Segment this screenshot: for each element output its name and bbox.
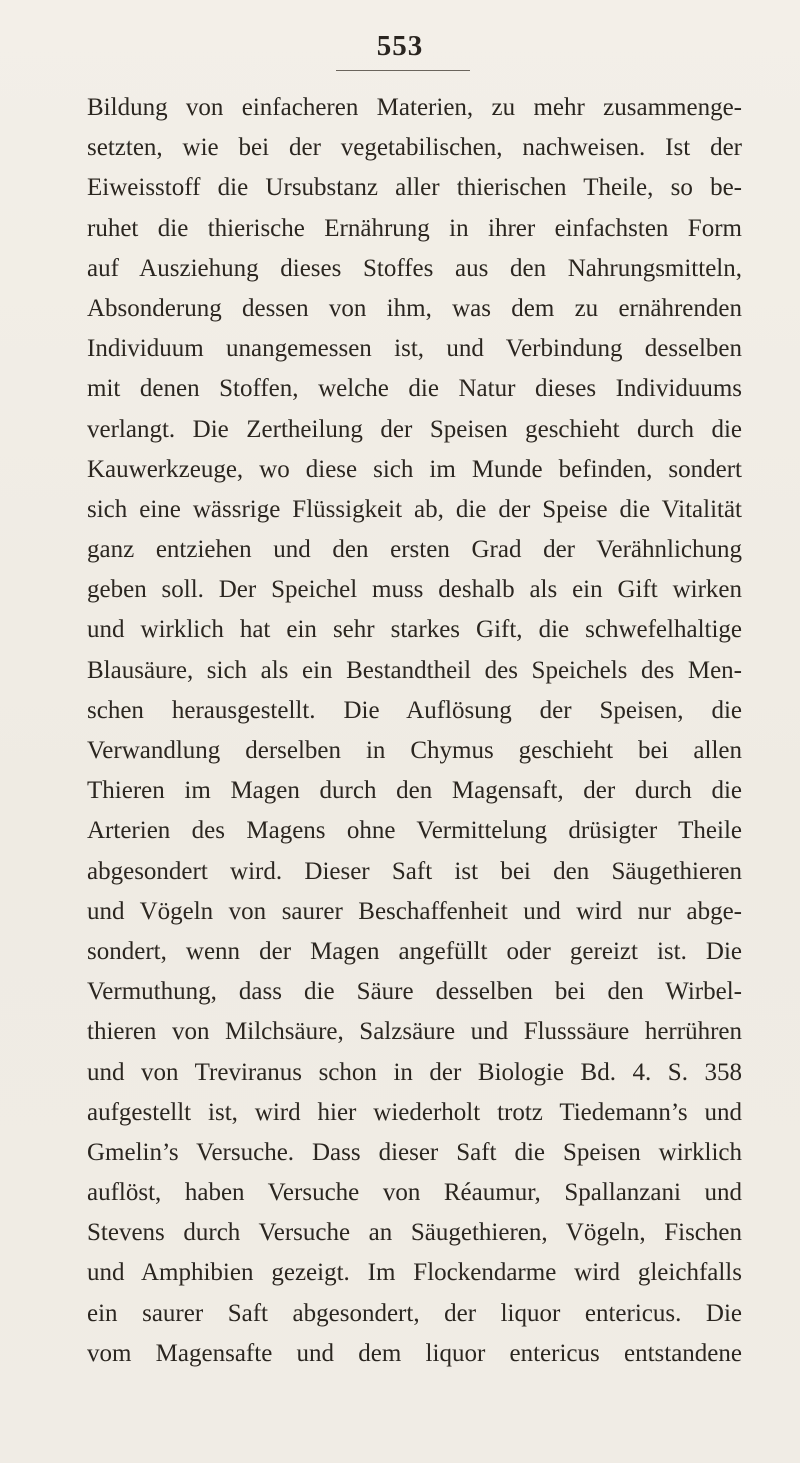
- text-line: Absonderung dessen von ihm, was dem zu ernährenden: [87, 294, 742, 322]
- text-line: Verwandlung derselben in Chymus geschieht bei allen: [87, 737, 742, 764]
- text-line: Blausäure, sich als ein Bestandtheil des Speichels des Men-: [87, 656, 742, 684]
- header-rule: [336, 70, 470, 71]
- text-line: setzten, wie bei der vegetabilischen, nachweisen. Ist der: [87, 134, 742, 162]
- text-line: Arterien des Magens ohne Vermittelung drüsigter Theile: [87, 817, 742, 845]
- text-line: sich eine wässrige Flüssigkeit ab, die der Speise die Vitalität: [87, 495, 742, 523]
- text-line: thieren von Milchsäure, Salzsäure und Flusssäure herrühren: [87, 1018, 742, 1046]
- text-line: Vermuthung, dass die Säure desselben bei den Wirbel-: [87, 978, 742, 1006]
- text-line: auflöst, haben Versuche von Réaumur, Spallanzani und: [87, 1179, 742, 1207]
- text-line: Gmelin’s Versuche. Dass dieser Saft die Speisen wirklich: [87, 1138, 742, 1166]
- text-line: abgesondert wird. Dieser Saft ist bei den Säugethieren: [87, 857, 742, 885]
- text-line: Bildung von einfacheren Materien, zu mehr zusammenge-: [87, 94, 742, 121]
- text-line: verlangt. Die Zertheilung der Speisen geschieht durch die: [87, 415, 742, 443]
- text-line: sondert, wenn der Magen angefüllt oder gereizt ist. Die: [87, 937, 742, 965]
- text-line: und von Treviranus schon in der Biologie Bd. 4. S. 358: [87, 1058, 742, 1086]
- text-line: vom Magensafte und dem liquor entericus entstandene: [87, 1339, 742, 1367]
- text-line: Individuum unangemessen ist, und Verbindung desselben: [87, 335, 742, 363]
- text-line: schen herausgestellt. Die Auflösung der Speisen, die: [87, 696, 742, 724]
- text-line: ruhet die thierische Ernährung in ihrer einfachsten Form: [87, 214, 742, 242]
- body-text: [87, 88, 742, 1374]
- text-line: Stevens durch Versuche an Säugethieren, Vögeln, Fischen: [87, 1219, 742, 1247]
- text-line: Thieren im Magen durch den Magensaft, der durch die: [87, 777, 742, 805]
- text-line: und wirklich hat ein sehr starkes Gift, die schwefelhaltige: [87, 616, 742, 644]
- page-number: 553: [376, 30, 424, 62]
- text-line: Kauwerkzeuge, wo diese sich im Munde befinden, sondert: [87, 455, 742, 483]
- text-line: ganz entziehen und den ersten Grad der Verähnlichung: [87, 536, 742, 564]
- text-line: auf Ausziehung dieses Stoffes aus den Nahrungsmitteln,: [87, 254, 742, 282]
- text-line: geben soll. Der Speichel muss deshalb als ein Gift wirken: [87, 576, 742, 604]
- text-line: ein saurer Saft abgesondert, der liquor entericus. Die: [87, 1299, 742, 1327]
- text-line: mit denen Stoffen, welche die Natur dieses Individuums: [87, 375, 742, 403]
- text-line: Eiweisstoff die Ursubstanz aller thierischen Theile, so be-: [87, 174, 742, 202]
- text-line: und Amphibien gezeigt. Im Flockendarme wird gleichfalls: [87, 1259, 742, 1287]
- text-line: und Vögeln von saurer Beschaffenheit und wird nur abge-: [87, 897, 742, 925]
- text-line: aufgestellt ist, wird hier wiederholt trotz Tiedemann’s und: [87, 1098, 742, 1126]
